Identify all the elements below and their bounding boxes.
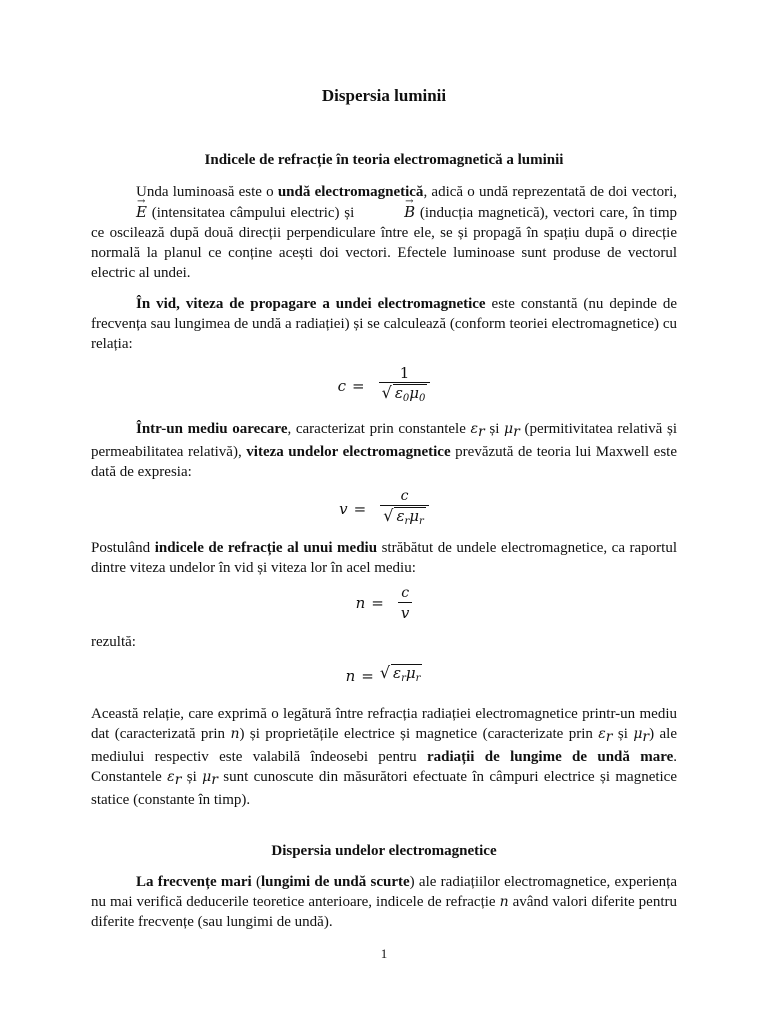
paragraph-high-frequencies: La frecvențe mari (lungimi de undă scurte) ale radiațiilor electromagnetice, experiența nu mai verifică deducerile teoretice anterioare, indicele de refracție n având valori diferite pentru diferite frecvențe (sau lungimi de undă). xyxy=(91,874,677,930)
fraction: $\frac{c}{v}$ xyxy=(398,584,412,622)
paragraph-refraction-index-definition: Postulând indicele de refracție al unui mediu străbătut de undele electromagnetice, ca raportul dintre viteza undelor în vid și viteza lor în acel mediu: xyxy=(91,540,677,576)
vector-e-symbol: → E xyxy=(91,202,147,222)
fraction: c √ $\varepsilon_r\mu_r$ xyxy=(380,487,429,530)
square-root: √ $\varepsilon_r\mu_r$ xyxy=(383,507,426,530)
square-root: √ $\varepsilon_r\mu_r$ xyxy=(380,664,423,687)
formula-maxwell-relation: n = √ $\varepsilon_r\mu_r$ xyxy=(0,664,768,687)
paragraph-result-label: rezultă: xyxy=(91,634,136,650)
section-heading-dispersion: Dispersia undelor electromagnetice xyxy=(271,843,497,859)
paragraph-electromagnetic-wave: Unda luminoasă este o undă electromagnetică, adică o undă reprezentată de doi vectori, → E (intensitatea câmpului electric) și → B (inducția magnetică), vectori care, în timp ce oscilează după două direcții perpendiculare între ele, se și propagă în spațiu după o direcție normală la planul ce conține acești doi vectori. Efectele luminoase sunt produse de vectorul electric al undei. xyxy=(91,182,677,283)
formula-refraction-ratio: n = $\frac{c}{v}$ xyxy=(0,584,768,622)
formula-speed-of-light: c = 1 √ $\varepsilon_0\mu_0$ xyxy=(0,364,768,407)
paragraph-arbitrary-medium: Într-un mediu oarecare, caracterizat prin constantele $\varepsilon_r$ și $\mu_r$ (permitivitatea relativă și permeabilitatea relativă), viteza undelor electromagnetice prevăzută de teoria lui Maxwell este dată de expresia: xyxy=(91,421,678,480)
paragraph-vacuum-speed: În vid, viteza de propagare a undei electromagnetice este constantă (nu depinde de frecvența sau lungimea de undă a radiației) și se calculează (conform teoriei electromagnetice) cu relația: xyxy=(91,296,677,352)
document-title: Dispersia luminii xyxy=(321,86,447,105)
formula-medium-speed: v = c √ $\varepsilon_r\mu_r$ xyxy=(0,487,768,530)
vector-b-symbol: → B xyxy=(359,202,415,222)
fraction: 1 √ $\varepsilon_0\mu_0$ xyxy=(379,364,431,407)
paragraph-relation-validity: Această relație, care exprimă o legătură între refracția radiației electromagnetice printr-un mediu dat (caracterizată prin n) și proprietățile electrice și magnetice (caracterizate prin $\varepsilon_r$ și $\mu_r$) ale mediului respectiv este valabilă îndeosebi pentru radiații de lungime de undă mare. Constantele $\varepsilon_r$ și $\mu_r$ sunt cunoscute din măsurători efectuate în câmpuri electrice și magnetice statice (constante în timp). xyxy=(91,706,677,808)
square-root: √ $\varepsilon_0\mu_0$ xyxy=(382,384,428,407)
page-number: 1 xyxy=(380,946,388,961)
section-heading-refraction-index: Indicele de refracție în teoria electromagnetică a luminii xyxy=(204,152,564,168)
